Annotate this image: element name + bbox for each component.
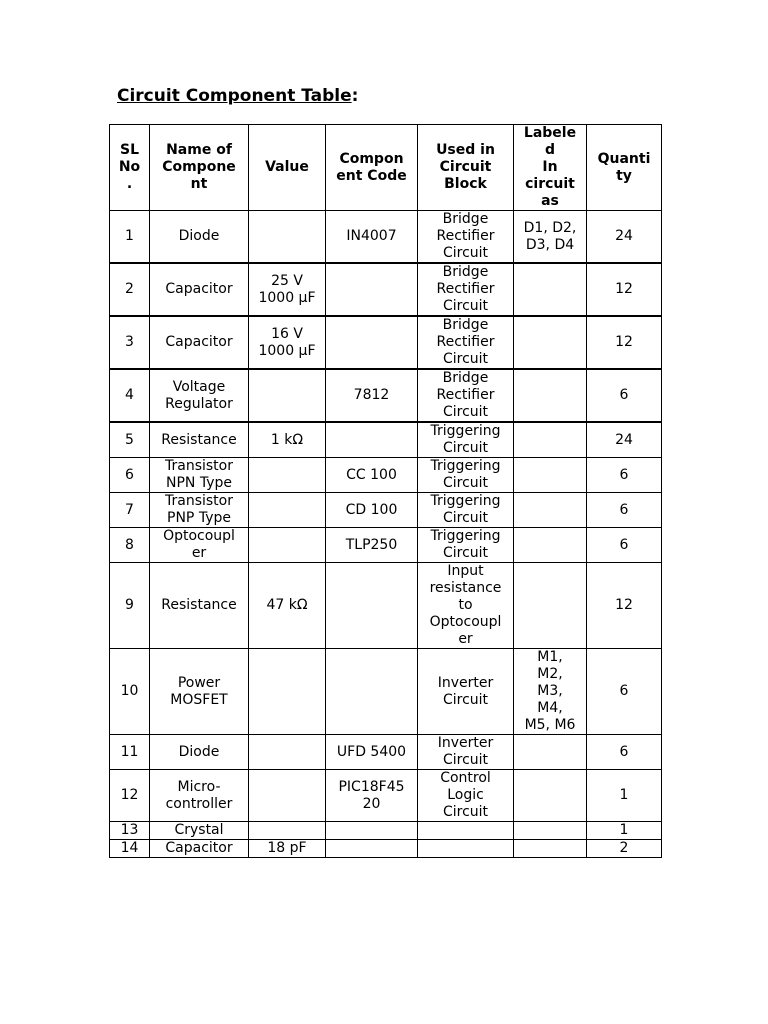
cell-value: 25 V 1000 µF <box>249 263 326 316</box>
table-row <box>110 563 662 649</box>
cell-circuit-block: Bridge Rectifier Circuit <box>418 263 514 316</box>
cell-quantity: 6 <box>587 528 662 563</box>
table-row <box>110 493 662 528</box>
cell-labeled-as <box>514 735 587 770</box>
cell-quantity: 6 <box>587 458 662 493</box>
cell-circuit-block: Input resistance to Optocoupl er <box>418 563 514 649</box>
cell-quantity: 6 <box>587 735 662 770</box>
cell-component-code <box>326 822 418 840</box>
cell-component-code: PIC18F45 20 <box>326 770 418 822</box>
cell-circuit-block: Bridge Rectifier Circuit <box>418 211 514 264</box>
cell-circuit-block: Triggering Circuit <box>418 422 514 458</box>
cell-component-name: Transistor NPN Type <box>150 458 249 493</box>
header-labeled-as: Labele d In circuit as <box>514 125 587 211</box>
cell-circuit-block <box>418 840 514 858</box>
table-title: Circuit Component Table: <box>117 86 359 106</box>
cell-component-name: Resistance <box>150 563 249 649</box>
cell-component-name: Micro- controller <box>150 770 249 822</box>
cell-sl-no: 13 <box>110 822 150 840</box>
cell-sl-no: 7 <box>110 493 150 528</box>
cell-component-name: Diode <box>150 211 249 264</box>
cell-component-code <box>326 840 418 858</box>
cell-sl-no: 1 <box>110 211 150 264</box>
cell-sl-no: 2 <box>110 263 150 316</box>
cell-value: 16 V 1000 µF <box>249 316 326 369</box>
cell-component-name: Crystal <box>150 822 249 840</box>
table-row <box>110 263 662 316</box>
cell-labeled-as <box>514 840 587 858</box>
table-row <box>110 735 662 770</box>
table-row <box>110 528 662 563</box>
table-row <box>110 458 662 493</box>
cell-circuit-block: Bridge Rectifier Circuit <box>418 316 514 369</box>
cell-component-name: Capacitor <box>150 316 249 369</box>
cell-labeled-as <box>514 528 587 563</box>
table-row <box>110 840 662 858</box>
cell-value <box>249 735 326 770</box>
cell-value: 47 kΩ <box>249 563 326 649</box>
cell-component-code: CD 100 <box>326 493 418 528</box>
cell-component-name: Capacitor <box>150 840 249 858</box>
cell-component-name: Power MOSFET <box>150 649 249 735</box>
cell-component-name: Resistance <box>150 422 249 458</box>
cell-circuit-block: Triggering Circuit <box>418 493 514 528</box>
cell-value <box>249 493 326 528</box>
cell-component-name: Capacitor <box>150 263 249 316</box>
cell-value: 1 kΩ <box>249 422 326 458</box>
cell-quantity: 12 <box>587 263 662 316</box>
cell-value <box>249 822 326 840</box>
cell-value: 18 pF <box>249 840 326 858</box>
cell-circuit-block: Control Logic Circuit <box>418 770 514 822</box>
cell-labeled-as <box>514 770 587 822</box>
cell-value <box>249 528 326 563</box>
cell-labeled-as: D1, D2, D3, D4 <box>514 211 587 264</box>
cell-quantity: 6 <box>587 493 662 528</box>
cell-sl-no: 3 <box>110 316 150 369</box>
cell-quantity: 1 <box>587 822 662 840</box>
table-row <box>110 770 662 822</box>
cell-component-code: UFD 5400 <box>326 735 418 770</box>
cell-component-code: IN4007 <box>326 211 418 264</box>
cell-component-code: TLP250 <box>326 528 418 563</box>
cell-value <box>249 458 326 493</box>
cell-sl-no: 10 <box>110 649 150 735</box>
cell-labeled-as: M1, M2, M3, M4, M5, M6 <box>514 649 587 735</box>
table-row <box>110 316 662 369</box>
cell-sl-no: 8 <box>110 528 150 563</box>
cell-circuit-block: Inverter Circuit <box>418 735 514 770</box>
cell-quantity: 2 <box>587 840 662 858</box>
header-circuit-block: Used in Circuit Block <box>418 125 514 211</box>
cell-component-name: Diode <box>150 735 249 770</box>
cell-component-name: Transistor PNP Type <box>150 493 249 528</box>
cell-component-name: Optocoupl er <box>150 528 249 563</box>
cell-labeled-as <box>514 369 587 422</box>
table-row <box>110 649 662 735</box>
cell-component-code: CC 100 <box>326 458 418 493</box>
cell-value <box>249 211 326 264</box>
cell-quantity: 6 <box>587 649 662 735</box>
table-header-row <box>110 125 662 211</box>
cell-quantity: 1 <box>587 770 662 822</box>
cell-component-code <box>326 316 418 369</box>
cell-sl-no: 11 <box>110 735 150 770</box>
cell-sl-no: 12 <box>110 770 150 822</box>
cell-component-name: Voltage Regulator <box>150 369 249 422</box>
cell-circuit-block: Inverter Circuit <box>418 649 514 735</box>
header-component-code: Compon ent Code <box>326 125 418 211</box>
cell-sl-no: 6 <box>110 458 150 493</box>
header-value: Value <box>249 125 326 211</box>
cell-circuit-block: Triggering Circuit <box>418 528 514 563</box>
cell-sl-no: 5 <box>110 422 150 458</box>
cell-value <box>249 770 326 822</box>
cell-component-code <box>326 422 418 458</box>
cell-sl-no: 4 <box>110 369 150 422</box>
cell-value <box>249 369 326 422</box>
header-quantity: Quanti ty <box>587 125 662 211</box>
header-component-name: Name of Compone nt <box>150 125 249 211</box>
header-sl-no: SL No . <box>110 125 150 211</box>
cell-labeled-as <box>514 493 587 528</box>
cell-component-code <box>326 263 418 316</box>
table-row <box>110 422 662 458</box>
cell-sl-no: 9 <box>110 563 150 649</box>
cell-quantity: 24 <box>587 211 662 264</box>
cell-labeled-as <box>514 563 587 649</box>
cell-component-code: 7812 <box>326 369 418 422</box>
cell-labeled-as <box>514 422 587 458</box>
cell-circuit-block <box>418 822 514 840</box>
table-row <box>110 211 662 264</box>
cell-labeled-as <box>514 316 587 369</box>
cell-circuit-block: Triggering Circuit <box>418 458 514 493</box>
cell-quantity: 12 <box>587 316 662 369</box>
cell-circuit-block: Bridge Rectifier Circuit <box>418 369 514 422</box>
cell-quantity: 12 <box>587 563 662 649</box>
cell-labeled-as <box>514 458 587 493</box>
cell-value <box>249 649 326 735</box>
cell-labeled-as <box>514 263 587 316</box>
component-table <box>109 124 662 858</box>
cell-labeled-as <box>514 822 587 840</box>
cell-component-code <box>326 563 418 649</box>
cell-quantity: 6 <box>587 369 662 422</box>
table-row <box>110 822 662 840</box>
cell-sl-no: 14 <box>110 840 150 858</box>
cell-quantity: 24 <box>587 422 662 458</box>
table-row <box>110 369 662 422</box>
cell-component-code <box>326 649 418 735</box>
